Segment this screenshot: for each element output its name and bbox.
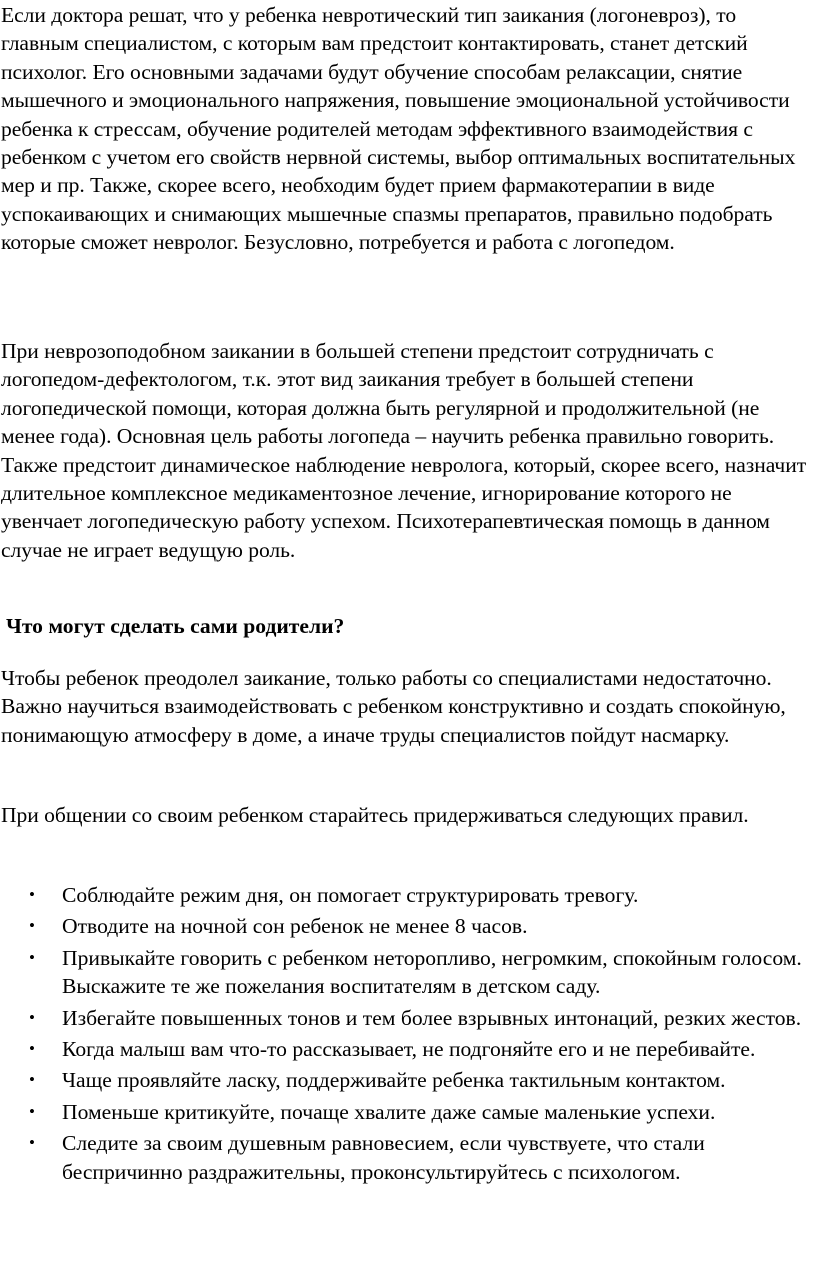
list-item (0, 1004, 816, 1032)
list-item-text: Привыкайте говорить с ребенком неторопливо, негромким, спокойным голосом. Выскажите те же пожелания воспитателям в детском саду. (62, 945, 802, 999)
paragraph-speech-therapist: При неврозоподобном заикании в большей степени предстоит сотрудничать с логопедом-дефектологом, т.к. этот вид заикания требует в большей степени логопедической помощи, которая должна быть регулярной и продолжительной (не менее года). Основная цель работы логопеда – научить ребенка правильно говорить. Также предстоит динамическое наблюдение невролога, который, скорее всего, назначит длительное комплексное медикаментозное лечение, игнорирование которого не увенчает логопедическую работу успехом. Психотерапевтическая помощь в данном случае не играет ведущую роль. (1, 339, 807, 562)
list-item (0, 881, 816, 909)
bullet-icon: • (29, 947, 35, 967)
list-item (0, 1066, 816, 1094)
list-item (0, 912, 816, 940)
bullet-icon: • (29, 1070, 35, 1090)
rules-list (0, 881, 816, 1189)
list-item-text: Отводите на ночной сон ребенок не менее 8 часов. (62, 914, 528, 939)
list-item-text: Следите за своим душевным равновесием, если чувствуете, что стали беспричинно раздражительны, проконсультируйтесь с психологом. (62, 1131, 705, 1184)
bullet-icon: • (29, 1039, 35, 1059)
bullet-icon: • (29, 1007, 35, 1027)
list-item (0, 1129, 816, 1186)
paragraph-psychologist: Если доктора решат, что у ребенка невротический тип заикания (логоневроз), то главным специалистом, с которым вам предстоит контактировать, станет детский психолог. Его основными задачами будут обучение способам релаксации, снятие мышечного и эмоционального напряжения, повышение эмоциональной устойчивости ребенка к стрессам, обучение родителей методам эффективного взаимодействия с ребенком с учетом его свойств нервной системы, выбор оптимальных воспитательных мер и пр. Также, скорее всего, необходим будет прием фармакотерапии в виде успокаивающих и снимающих мышечные спазмы препаратов, правильно подобрать которые сможет невролог. Безусловно, потребуется и работа с логопедом. (1, 3, 796, 255)
list-item-text: Избегайте повышенных тонов и тем более взрывных интонаций, резких жестов. (62, 1005, 802, 1030)
bullet-icon: • (29, 1133, 35, 1153)
list-item (0, 1035, 816, 1063)
bullet-icon: • (29, 1101, 35, 1121)
list-item (0, 944, 816, 1001)
list-item-text: Чаще проявляйте ласку, поддерживайте ребенка тактильным контактом. (62, 1068, 726, 1093)
list-item-text: Соблюдайте режим дня, он помогает структурировать тревогу. (62, 883, 639, 907)
list-item-text: Поменьше критикуйте, почаще хвалите даже самые маленькие успехи. (62, 1099, 716, 1124)
paragraph-parents-intro: Чтобы ребенок преодолел заикание, только работы со специалистами недостаточно. Важно научиться взаимодействовать с ребенком конструктивно и создать спокойную, понимающую атмосферу в доме, а иначе труды специалистов пойдут насмарку. (1, 666, 786, 747)
list-item (0, 1098, 816, 1126)
paragraph-rules-intro: При общении со своим ребенком старайтесь придерживаться следующих правил. (1, 803, 749, 827)
list-item-text: Когда малыш вам что-то рассказывает, не подгоняйте его и не перебивайте. (62, 1037, 756, 1062)
bullet-icon: • (29, 916, 35, 936)
bullet-icon: • (29, 885, 35, 904)
section-heading: Что могут сделать сами родители? (6, 614, 345, 638)
